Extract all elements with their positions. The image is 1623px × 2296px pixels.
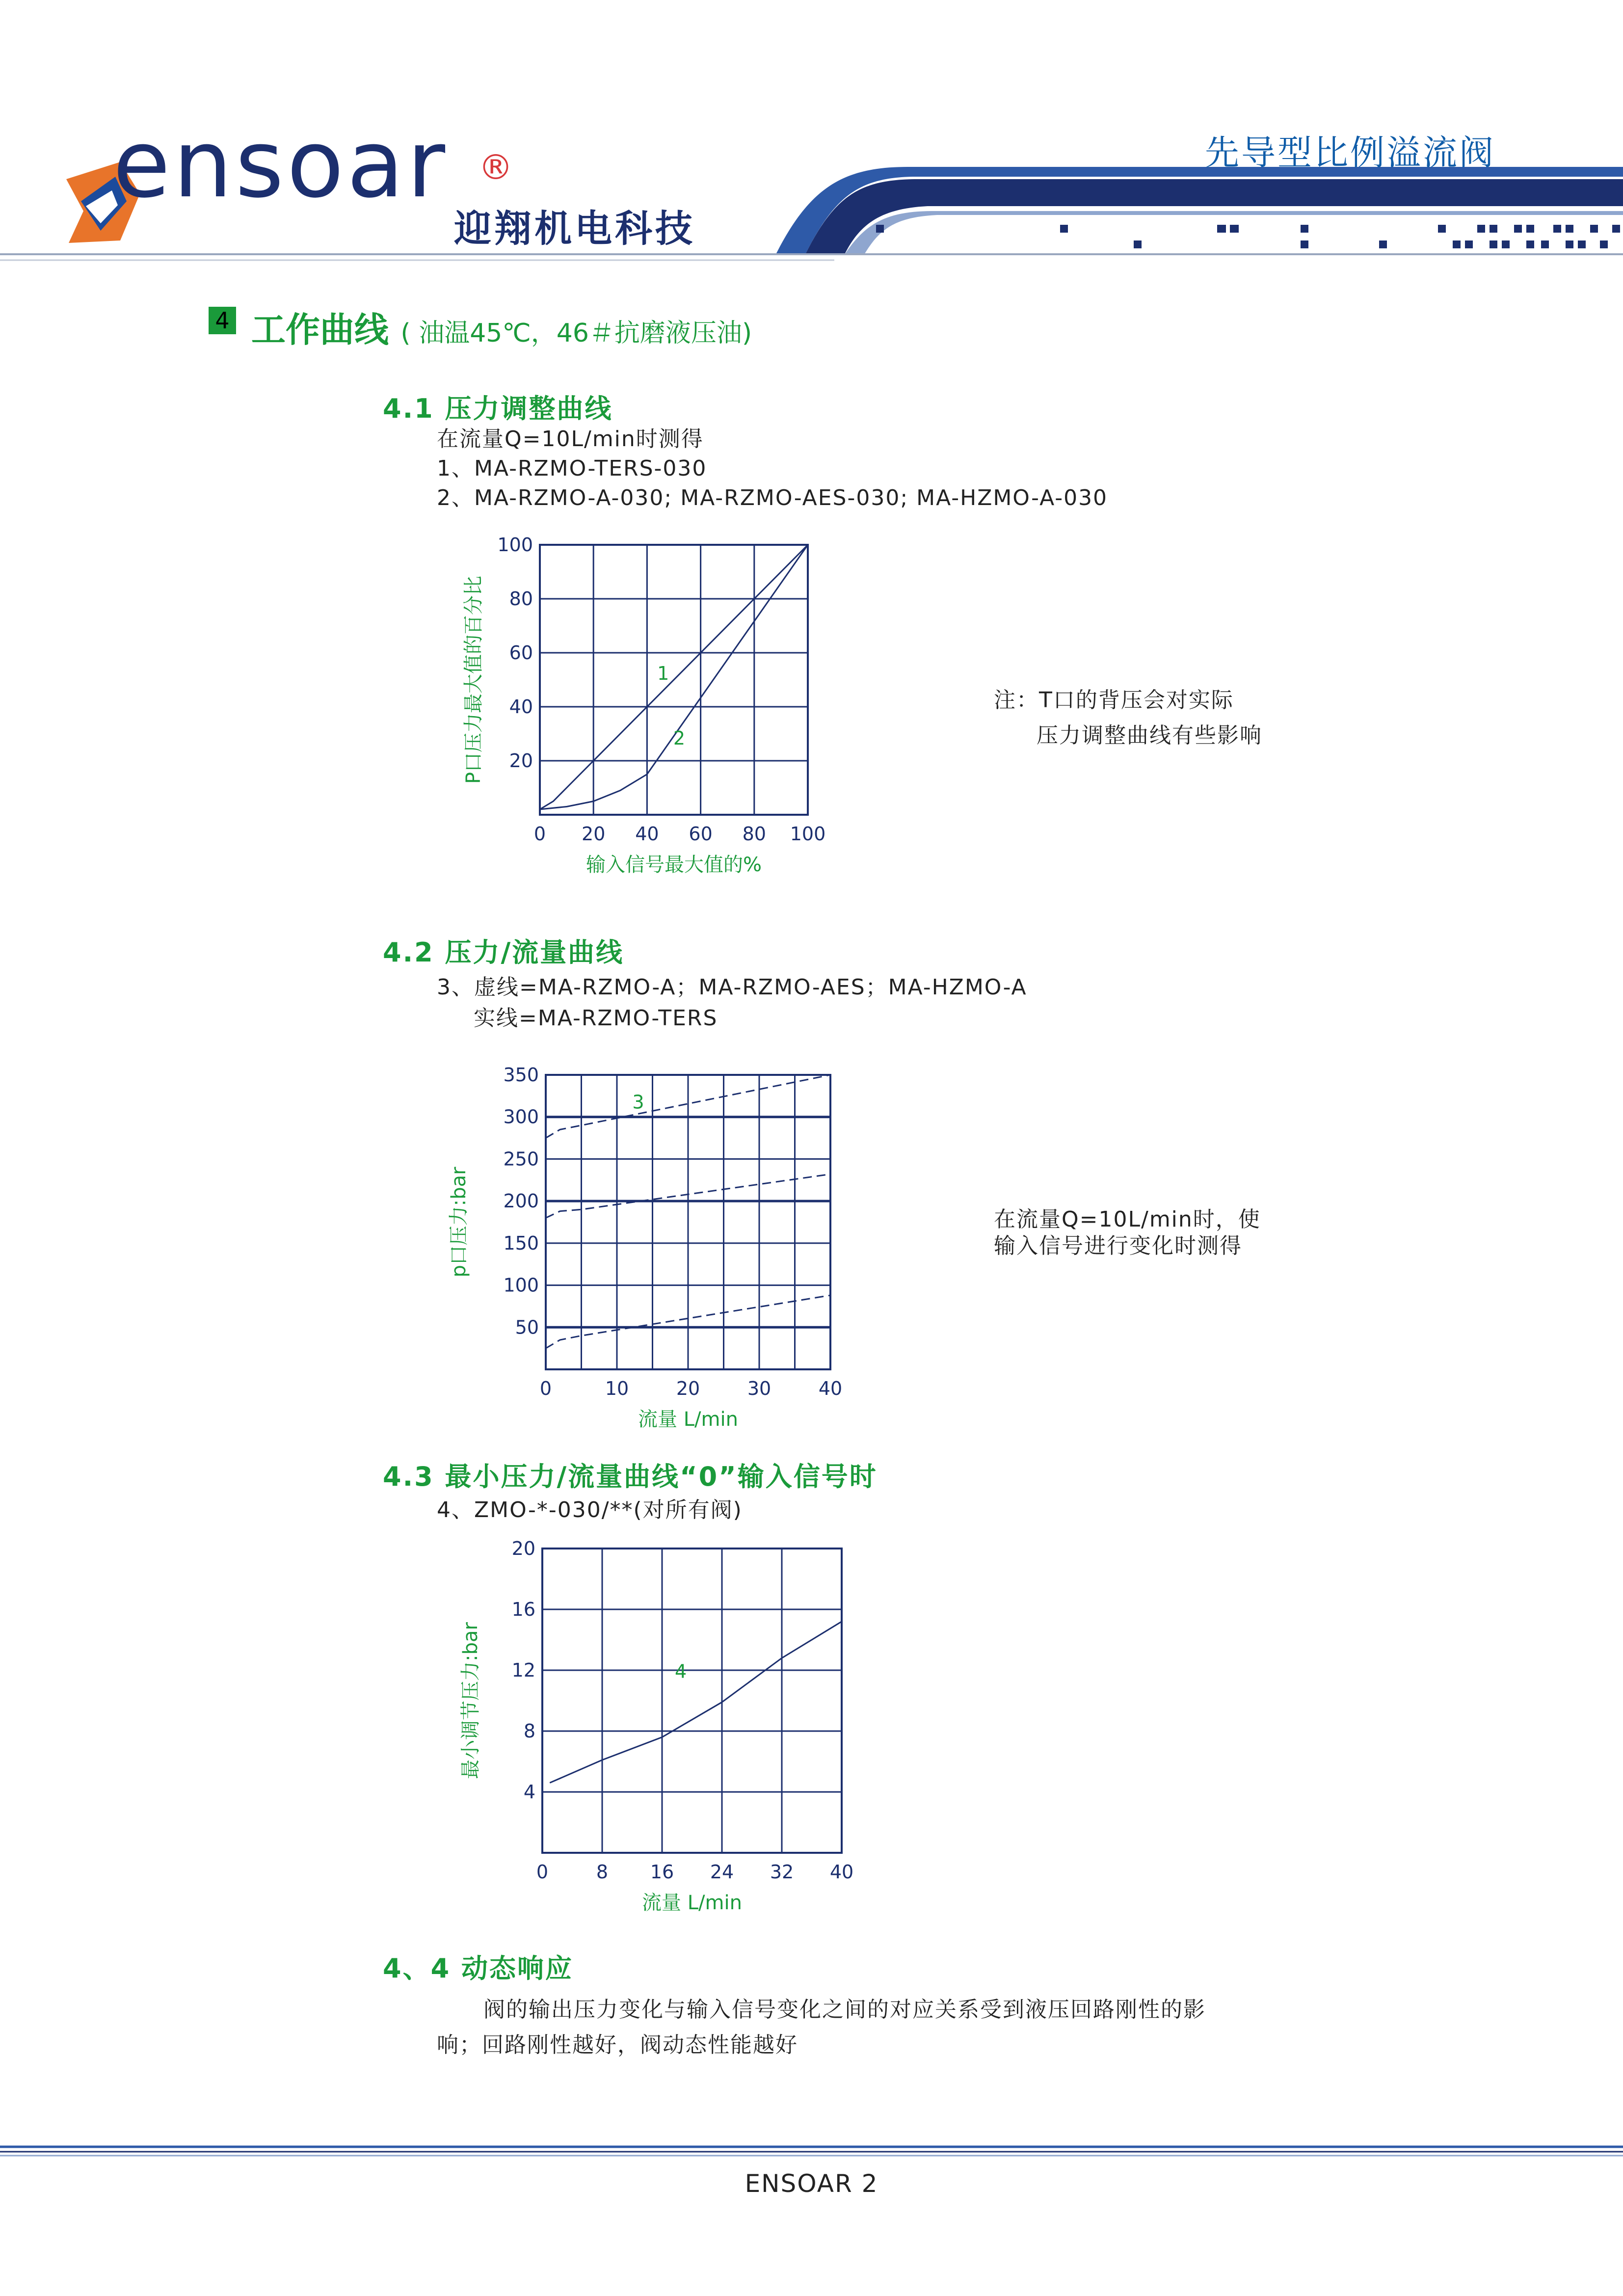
series-line-curve-0 [550,1622,842,1783]
x-axis-label: 流量 L/min [638,1408,738,1428]
y-tick-label: 250 [503,1148,539,1170]
x-tick-label: 0 [539,1378,552,1399]
x-tick-label: 24 [710,1861,734,1883]
footer-page-label: ENSOAR 2 [745,2169,878,2198]
y-tick-label: 50 [515,1316,539,1338]
section-title [251,302,752,352]
s42-note1: 在流量Q=10L/min时，使 [994,1207,1261,1232]
s44-para1: 阀的输出压力变化与输入信号变化之间的对应关系受到液压回路刚性的影 [483,1997,1206,2022]
x-tick-label: 20 [582,823,606,845]
s44-para2: 响；回路刚性越好，阀动态性能越好 [437,2032,798,2057]
x-tick-label: 40 [829,1861,854,1883]
y-tick-label: 60 [509,642,533,664]
y-tick-label: 16 [511,1599,535,1620]
y-tick-label: 100 [497,534,533,556]
section-title-main: 工作曲线 [251,310,389,350]
series-label: 2 [673,727,686,749]
y-tick-label: 40 [509,696,533,718]
chart-pressure-adjustment [442,530,874,883]
y-tick-label: 150 [503,1232,539,1254]
logo-wordmark: ensoar [113,110,449,218]
y-axis-label: p口压力:bar [448,1167,470,1278]
x-tick-label: 40 [635,823,659,845]
document-title: 先导型比例溢流阀 [1205,133,1495,173]
y-tick-label: 8 [523,1720,535,1742]
s42-heading: 4.2 压力/流量曲线 [383,937,624,968]
s42-line1: 3、虚线=MA-RZMO-A；MA-RZMO-AES；MA-HZMO-A [437,975,1027,1000]
s41-line1: 在流量Q=10L/min时测得 [437,427,704,452]
registered-mark: ® [479,147,513,187]
y-tick-label: 350 [503,1064,539,1086]
x-tick-label: 0 [536,1861,549,1883]
s41-heading: 4.1 压力调整曲线 [383,393,613,424]
y-axis-label: P口压力最大值的百分比 [462,575,485,784]
s43-line1: 4、ZMO-*-030/**(对所有阀) [437,1497,743,1522]
x-tick-label: 80 [742,823,766,845]
series-label: 3 [632,1091,644,1113]
chart-min-pressure-flow [442,1536,893,1919]
y-tick-label: 200 [503,1190,539,1212]
x-tick-label: 16 [650,1861,674,1883]
y-tick-label: 12 [511,1659,535,1681]
x-axis-label: 流量 L/min [642,1892,742,1914]
x-tick-label: 20 [676,1378,700,1399]
x-tick-label: 40 [818,1378,843,1399]
s42-line2: 实线=MA-RZMO-TERS [474,1006,718,1031]
y-tick-label: 20 [509,750,533,772]
y-tick-label: 4 [523,1781,535,1803]
x-tick-label: 60 [689,823,713,845]
x-tick-label: 10 [605,1378,629,1399]
s43-heading: 4.3 最小压力/流量曲线“0”输入信号时 [383,1461,878,1492]
x-tick-label: 0 [533,823,546,845]
x-tick-label: 100 [790,823,826,845]
s41-note2: 压力调整曲线有些影响 [1037,723,1262,748]
y-tick-label: 80 [509,588,533,610]
section-subtitle: ( 油温45℃，46＃抗磨液压油) [400,319,752,348]
company-name: 迎翔机电科技 [454,207,695,250]
s41-line3: 2、MA-RZMO-A-030; MA-RZMO-AES-030; MA-HZMO-A-030 [437,485,1108,510]
series-label: 4 [675,1660,687,1682]
x-axis-label: 输入信号最大值的% [585,854,762,876]
header-pixel-pattern [876,225,1620,248]
chart-pressure-flow [442,1055,883,1428]
y-tick-label: 100 [503,1274,539,1296]
s41-note1: 注：T口的背压会对实际 [994,688,1234,713]
section-number-badge: 4 [209,307,236,334]
x-tick-label: 32 [770,1861,794,1883]
y-tick-label: 20 [511,1538,535,1559]
footer-rule [0,2145,1623,2160]
series-line-curve-0 [540,545,808,809]
y-tick-label: 300 [503,1106,539,1128]
s44-heading: 4、4 动态响应 [383,1953,573,1984]
y-axis-label: 最小调节压力:bar [459,1622,482,1779]
plot-frame [542,1548,842,1853]
x-tick-label: 8 [596,1861,609,1883]
s41-line2: 1、MA-RZMO-TERS-030 [437,456,707,481]
s42-note2: 输入信号进行变化时测得 [994,1233,1242,1258]
x-tick-label: 30 [747,1378,772,1399]
series-label: 1 [657,663,669,684]
